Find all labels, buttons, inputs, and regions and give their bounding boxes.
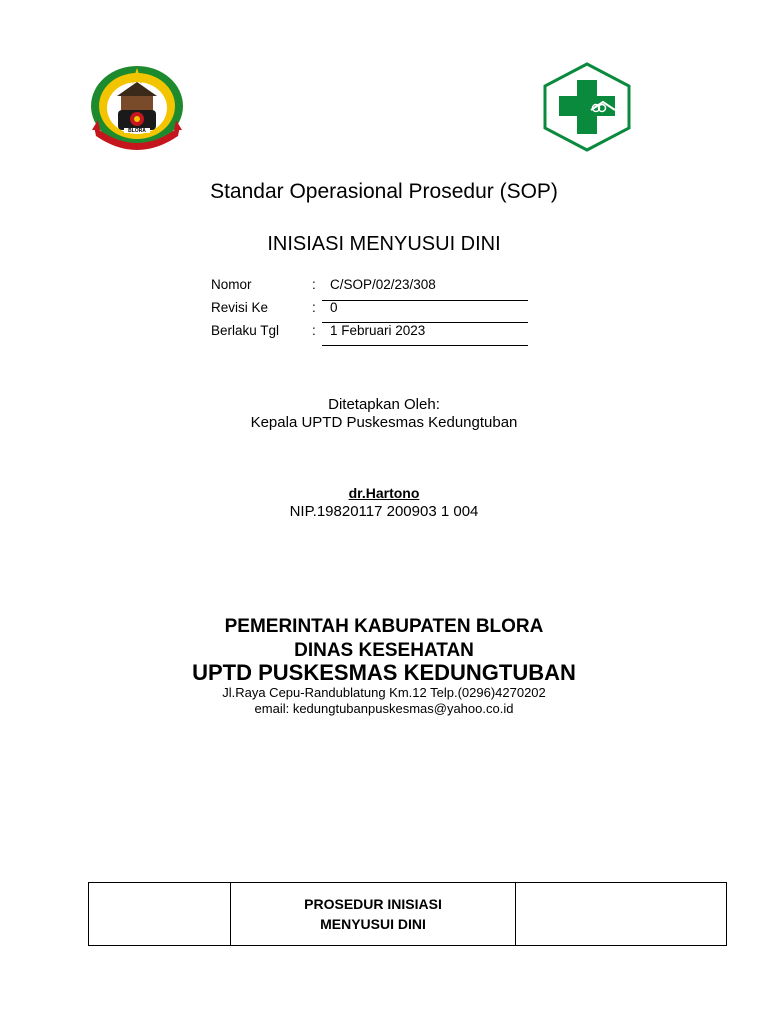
meta-label: Nomor xyxy=(211,277,252,292)
table-row xyxy=(89,883,727,946)
meta-value: C/SOP/02/23/308 xyxy=(330,277,436,292)
institution-email: email: kedungtubanpuskesmas@yahoo.co.id xyxy=(254,701,514,716)
approval-position: Kepala UPTD Puskesmas Kedungtuban xyxy=(250,414,518,431)
meta-colon: : xyxy=(312,277,316,292)
procedure-title-line-1: PROSEDUR INISIASI xyxy=(304,896,442,912)
institution-address: Jl.Raya Cepu-Randublatung Km.12 Telp.(0296)4270202 xyxy=(222,685,546,700)
footer-table xyxy=(88,882,727,946)
meta-underline xyxy=(322,300,528,301)
institution-line-2: DINAS KESEHATAN xyxy=(294,640,474,661)
signatory-nip: NIP.19820117 200903 1 004 xyxy=(289,503,479,520)
puskesmas-cross-icon xyxy=(541,62,633,152)
approval-set-by: Ditetapkan Oleh: xyxy=(328,396,440,413)
meta-colon: : xyxy=(312,323,316,338)
sop-heading: Standar Operasional Prosedur (SOP) xyxy=(210,180,558,203)
meta-value: 1 Februari 2023 xyxy=(330,323,426,338)
footer-cell-center xyxy=(231,883,516,946)
meta-colon: : xyxy=(312,300,316,315)
document-title: INISIASI MENYUSUI DINI xyxy=(267,233,501,255)
meta-label: Revisi Ke xyxy=(211,300,269,315)
institution-line-3: UPTD PUSKESMAS KEDUNGTUBAN xyxy=(192,660,576,685)
meta-value: 0 xyxy=(330,300,338,315)
footer-cell-right xyxy=(516,883,727,946)
institution-line-1: PEMERINTAH KABUPATEN BLORA xyxy=(224,616,544,637)
procedure-title-line-2: MENYUSUI DINI xyxy=(320,916,426,932)
emblem-text: BLORA xyxy=(128,128,146,134)
blora-regency-emblem-icon xyxy=(88,64,186,154)
signatory-name: dr.Hartono xyxy=(348,485,420,501)
meta-underline xyxy=(322,345,528,346)
meta-label: Berlaku Tgl xyxy=(211,323,280,338)
footer-cell-left xyxy=(89,883,231,946)
